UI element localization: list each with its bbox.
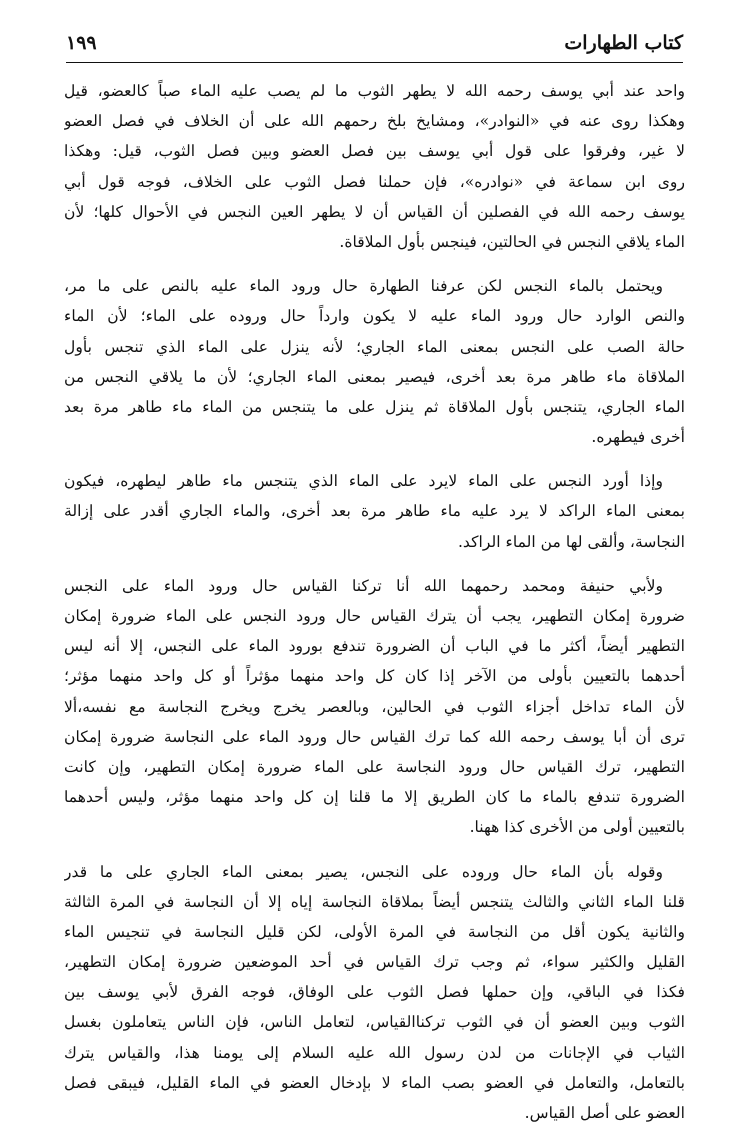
text-line: الثوب وبين العضو أن في الثوب تركناالقياس، لتعامل الناس، فإن الناس يتعاملون بغسل [64,1013,685,1032]
text-line: روى ابن سماعة في «نوادره»، فإن حملنا فصل الثوب على الخلاف، فوجه قول أبي [64,172,685,191]
paragraph-3 [64,466,685,557]
text-line: الماء يلاقي النجس في الحالتين، فينجس بأول الملاقاة. [339,232,685,251]
text-line: أخرى فيطهره. [591,428,685,447]
text-line: أحدهما بالتعيين بأولى من الآخر إذا كان كل واحد منهما مؤثراً أو كل واحد منهما مؤثر؛ [64,667,685,686]
book-title: كتاب الطهارات [564,32,683,54]
text-line: يوسف رحمه الله في الفصلين أن القياس أن لا يطهر العين النجس في الأحوال كلها؛ لأن [64,202,685,221]
text-line: ولأبي حنيفة ومحمد رحمهما الله أنا تركنا القياس حال ورود الماء على النجس [64,576,663,595]
page-header [66,30,683,63]
text-line: الثياب في الإجانات من لدن رسول الله عليه السلام إلى يومنا هذا، والقياس يترك [64,1043,685,1062]
text-line: لأن الماء تداخل أجزاء الثوب في الحالين، وبالعصر يخرج ويخرج النجاسة مع نفسه،ألا [64,697,685,716]
text-line: قلنا الماء الثاني والثالث يتنجس أيضاً بملاقاة النجاسة إياه إلا أن النجاسة في المرة الثالثة [64,892,685,911]
text-line: حالة الصب على النجس بمعنى الماء الجاري؛ لأنه ينزل على الماء الذي تنجس بأول [64,337,685,356]
text-line: الماء الجاري، يتنجس بأول الملاقاة ثم ينزل على ما يتنجس من الماء ماء طاهر مرة بعد [64,397,685,416]
text-line: فكذا في الباقي، وإن حملها فصل الثوب على الوفاق، فوجه الفرق لأبي يوسف بين [64,983,685,1002]
text-line: الملاقاة ماء طاهر مرة بعد أخرى، فيصير بمعنى الماء الجاري؛ لأن ما يلاقي النجس من [64,367,685,386]
body-text [64,76,685,1142]
text-line: بالتعامل، والتعامل في العضو بصب الماء لا بإدخال العضو في الماء القليل، فيبقى فصل [64,1073,685,1092]
text-line: الضرورة تندفع بالماء ما كان الطريق إلا ما قلنا إن كل واحد منهما مؤثر، وليس أحدهما [64,788,685,807]
text-line: ترى أن أبا يوسف رحمه الله كما ترك القياس حال ورود الماء على النجاسة ضرورة إمكان [64,727,685,746]
text-line: بالتعيين أولى من الأخرى كذا ههنا. [469,818,685,837]
paragraph-4 [64,571,685,843]
page-number: ١٩٩ [66,32,97,54]
text-line: التطهير، ترك القياس حال ورود النجاسة على الماء ضرورة إمكان التطهير، وإن كانت [64,757,685,776]
text-line: ويحتمل بالماء النجس لكن عرفنا الطهارة حال ورود الماء عليه بالنص على ما مر، [64,277,663,296]
text-line: بمعنى الماء الراكد لا يرد عليه ماء طاهر مرة بعد أخرى، والماء الجاري أقدر على إزالة [64,502,685,521]
paragraph-2 [64,271,685,452]
text-line: النجاسة، وألقى لها من الماء الراكد. [457,532,685,551]
paragraph-1 [64,76,685,257]
text-line: وإذا أورد النجس على الماء لايرد على الماء الذي يتنجس ماء طاهر ليطهره، فيكون [64,472,663,491]
text-line: القليل والكثير سواء، ثم وجب ترك القياس في أحد الموضعين ضرورة إمكان التطهير، [64,953,685,972]
text-line: وهكذا روى عنه في «النوادر»، ومشايخ بلخ رحمهم الله على أن الخلاف في فصل العضو [64,112,685,131]
text-line: التطهير أيضاً، أكثر ما في الباب أن الضرورة تندفع بورود الماء على النجس، إلا أنه ليس [64,637,685,656]
text-line: العضو على أصل القياس. [524,1104,685,1122]
text-line: واحد عند أبي يوسف رحمه الله لا يطهر الثوب ما لم يصب عليه الماء صباً كالعضو، قيل [64,82,685,100]
text-line: والثانية يكون أقل من النجاسة في المرة الأولى، لكن قليل النجاسة في تنجيس الماء [64,922,685,941]
text-line: لا غير، وفرقوا على قول أبي يوسف بين فصل العضو وبين فصل الثوب، قيل: وهكذا [64,142,685,161]
text-line: ضرورة إمكان التطهير، يجب أن يترك القياس حال ورود النجس على الماء ضرورة إمكان [64,607,685,625]
text-line: وقوله بأن الماء حال وروده على النجس، يصير بمعنى الماء الجاري على ما قدر [64,862,663,881]
paragraph-5 [64,857,685,1129]
text-line: والنص الوارد حال ورود الماء عليه لا يكون وارداً حال وروده على الماء؛ لأن الماء [64,307,685,326]
